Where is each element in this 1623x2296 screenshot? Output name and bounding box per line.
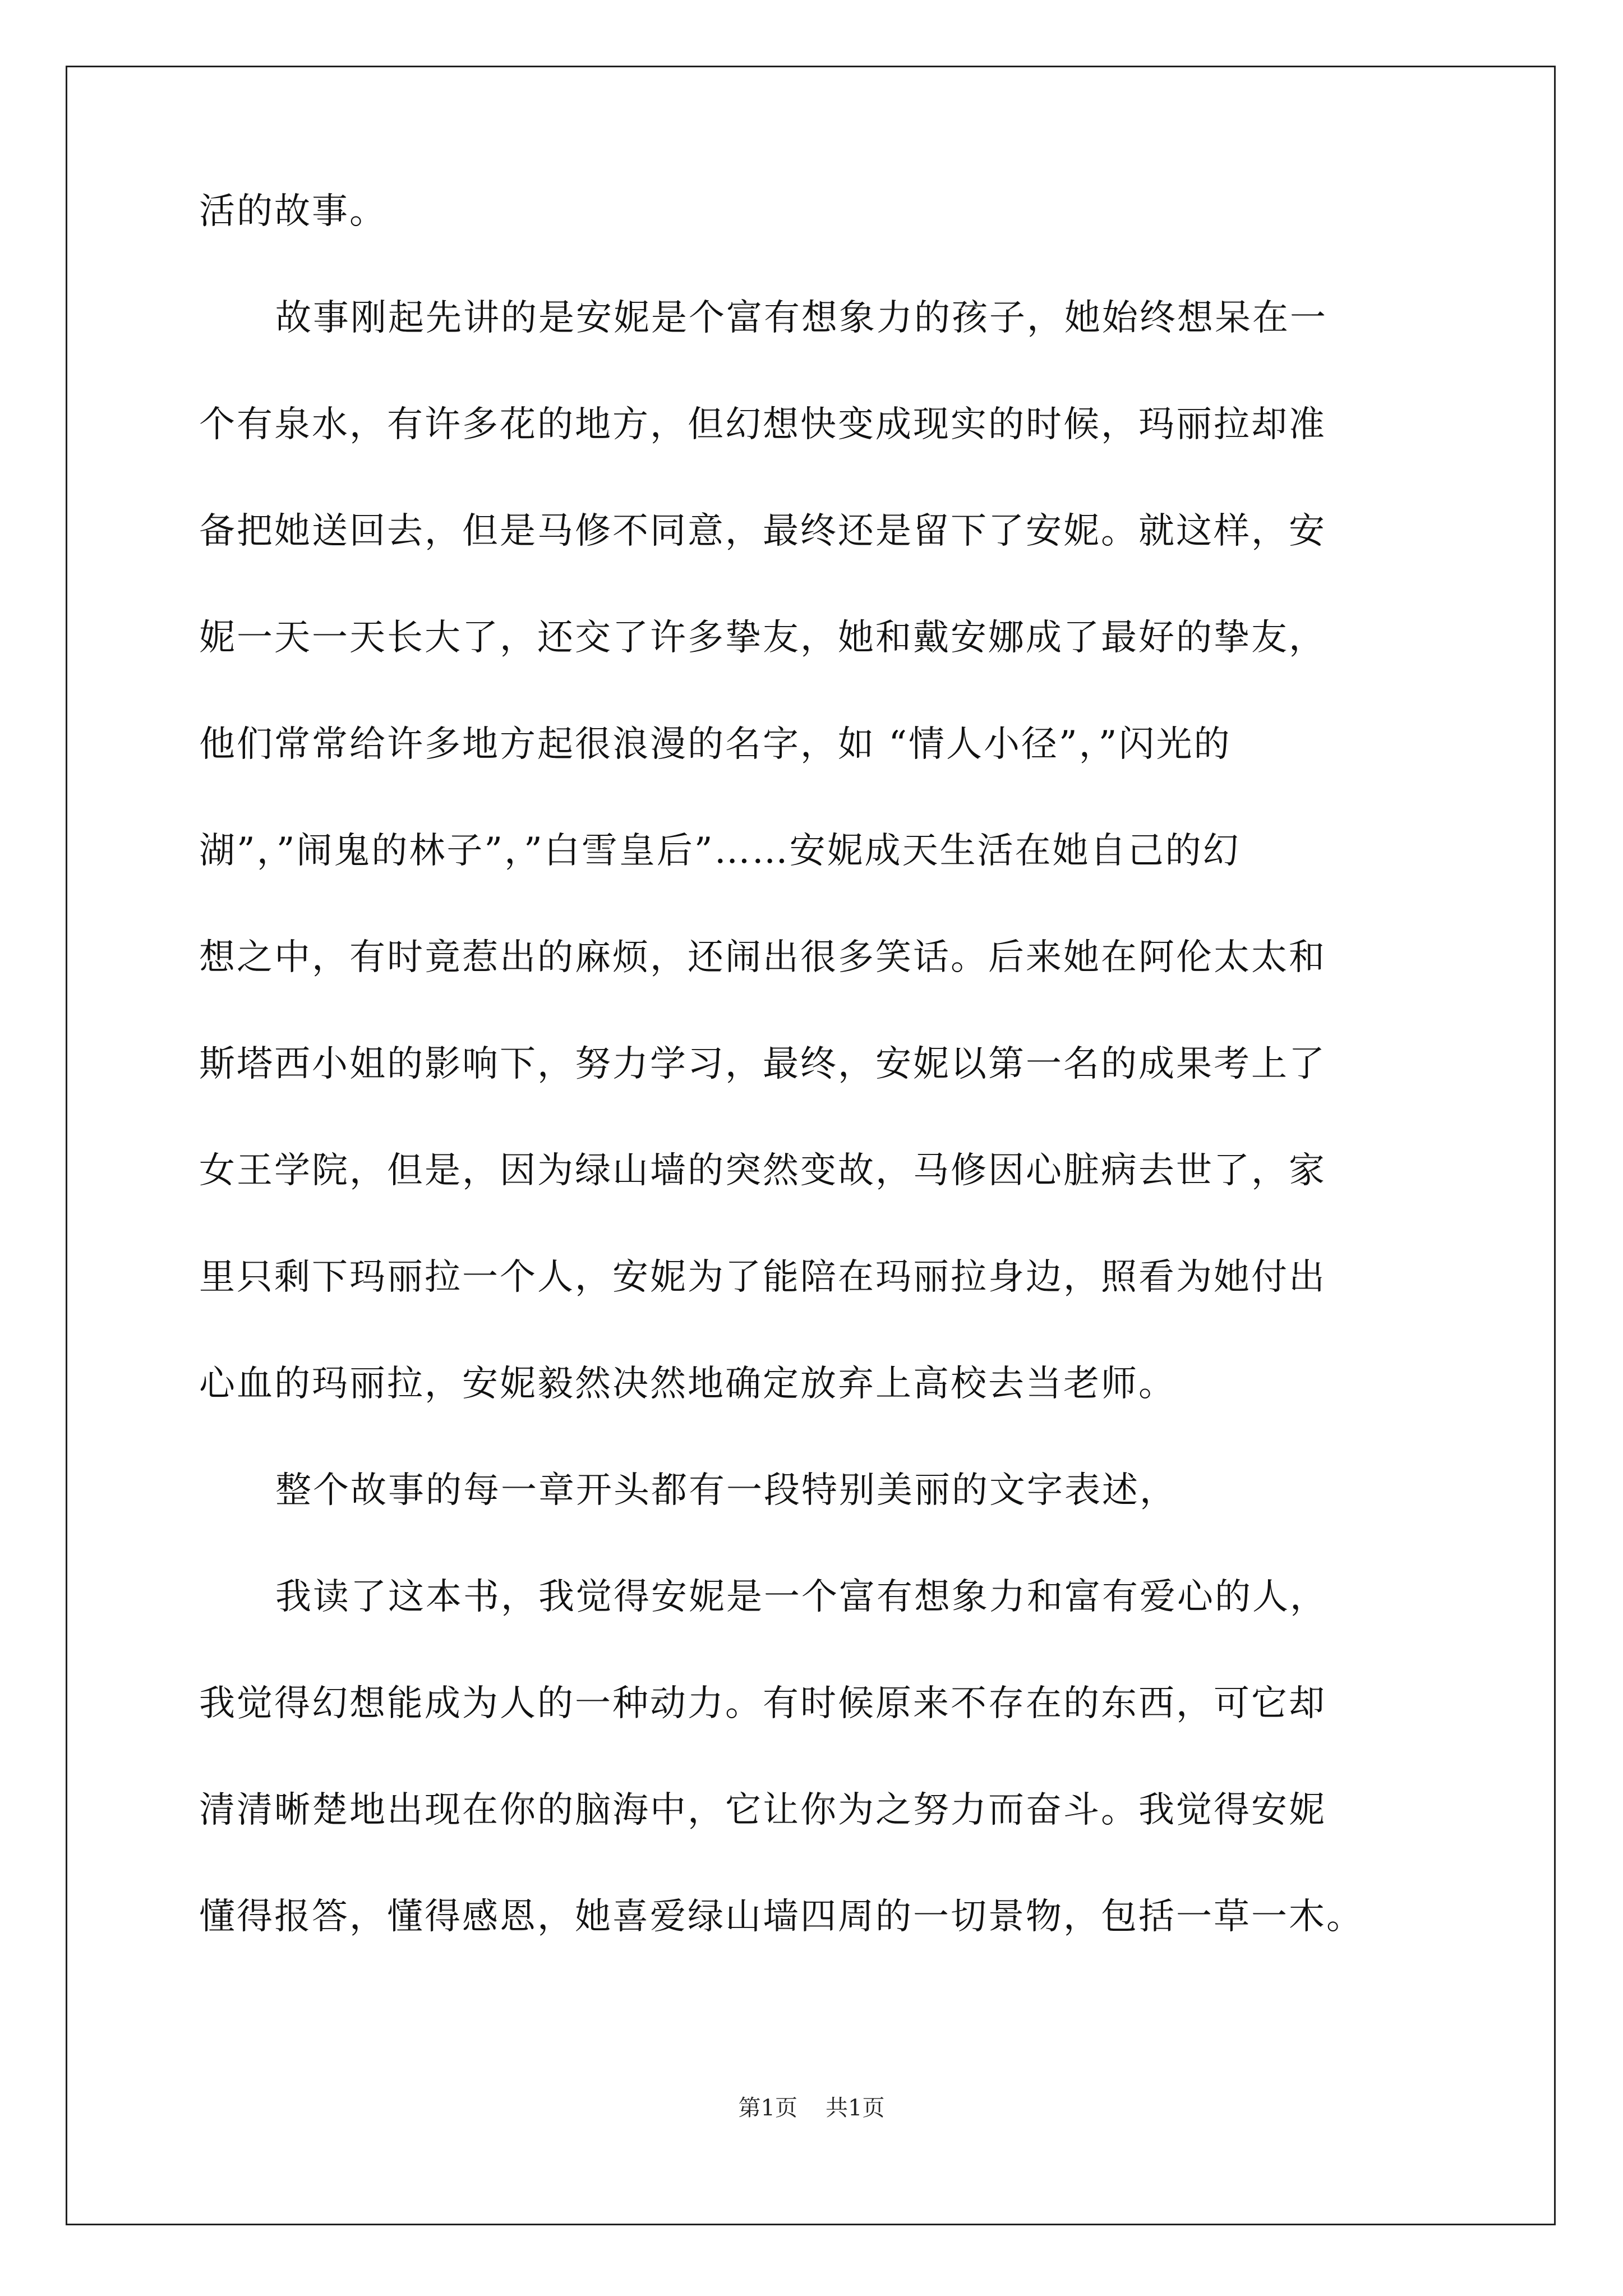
text-line-14: 我读了这本书，我觉得安妮是一个富有想象力和富有爱心的人， [275,1576,1327,1618]
text-line-5: 妮一天一天长大了，还交了许多挚友，她和戴安娜成了最好的挚友， [199,617,1326,659]
text-line-9: 斯塔西小姐的影响下，努力学习，最终，安妮以第一名的成果考上了 [199,1043,1326,1085]
text-line-15: 我觉得幻想能成为人的一种动力。有时候原来不存在的东西，可它却 [199,1683,1326,1724]
text-line-16: 清清晰楚地出现在你的脑海中，它让你为之努力而奋斗。我觉得安妮 [199,1789,1326,1831]
page-footer [0,2090,1623,2122]
text-line-13: 整个故事的每一章开头都有一段特别美丽的文字表述， [275,1470,1177,1511]
text-line-11: 里只剩下玛丽拉一个人，安妮为了能陪在玛丽拉身边，照看为她付出 [199,1257,1326,1298]
page-number: 第1页 [738,2095,797,2121]
text-line-1: 活的故事。 [199,191,387,232]
text-line-10: 女王学院，但是，因为绿山墙的突然变故，马修因心脏病去世了，家 [199,1150,1326,1191]
text-line-7: 湖”，”闹鬼的林子”，”白雪皇后”……安妮成天生活在她自己的幻 [199,830,1241,872]
text-line-3: 个有泉水，有许多花的地方，但幻想快变成现实的时候，玛丽拉却准 [199,404,1326,445]
text-line-12: 心血的玛丽拉，安妮毅然决然地确定放弃上高校去当老师。 [199,1363,1176,1405]
text-line-4: 备把她送回去，但是马修不同意，最终还是留下了安妮。就这样，安 [199,510,1326,552]
text-line-2: 故事刚起先讲的是安妮是个富有想象力的孩子，她始终想呆在一 [275,297,1327,339]
text-line-17: 懂得报答，懂得感恩，她喜爱绿山墙四周的一切景物，包括一草一木。 [199,1896,1364,1938]
text-line-6: 他们常常给许多地方起很浪漫的名字，如 “情人小径”，”闪光的 [199,724,1232,765]
body-text [199,185,1422,1997]
text-line-8: 想之中，有时竟惹出的麻烦，还闹出很多笑话。后来她在阿伦太太和 [199,937,1326,978]
page-total: 共1页 [826,2095,885,2121]
